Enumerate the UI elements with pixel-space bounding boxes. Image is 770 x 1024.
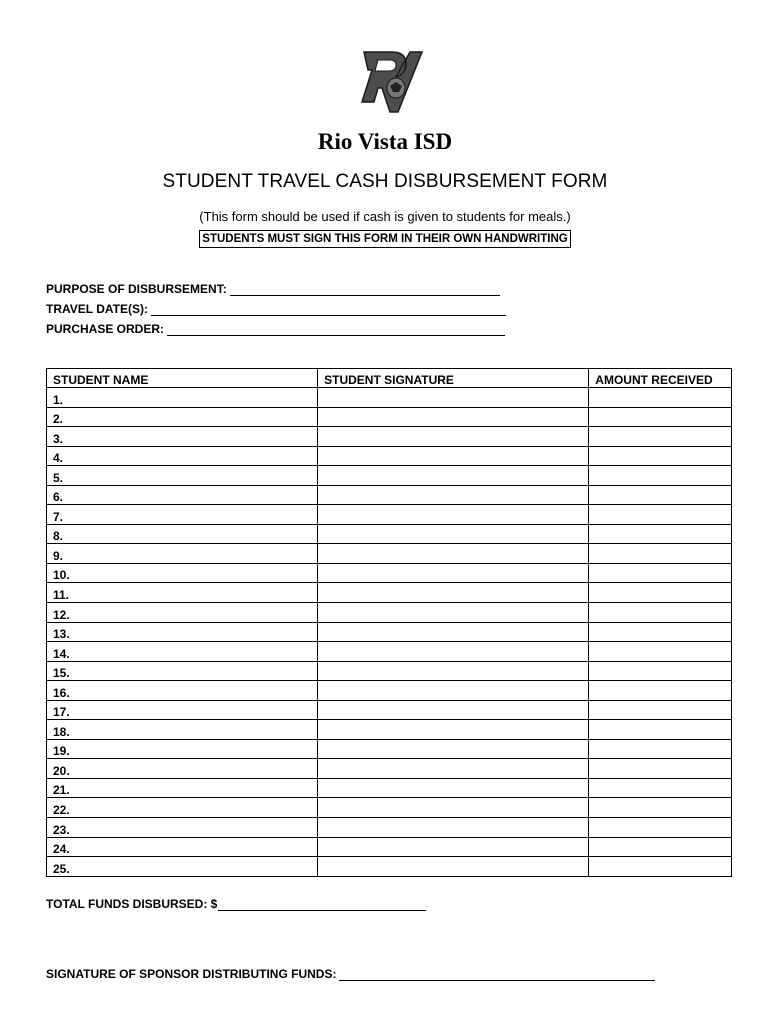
student-signature-cell[interactable] <box>318 603 589 623</box>
student-signature-cell[interactable] <box>318 505 589 525</box>
student-signature-cell[interactable] <box>318 720 589 740</box>
header-student-name: STUDENT NAME <box>47 369 318 388</box>
amount-received-cell[interactable] <box>589 700 732 720</box>
student-name-cell[interactable]: 19. <box>47 739 318 759</box>
signature-notice-wrapper <box>0 229 770 248</box>
student-name-cell[interactable]: 11. <box>47 583 318 603</box>
amount-received-cell[interactable] <box>589 563 732 583</box>
table-header-row <box>47 369 732 388</box>
student-signature-cell[interactable] <box>318 544 589 564</box>
student-signature-cell[interactable] <box>318 407 589 427</box>
student-name-cell[interactable]: 16. <box>47 681 318 701</box>
student-signature-cell[interactable] <box>318 427 589 447</box>
amount-received-cell[interactable] <box>589 739 732 759</box>
table-row <box>47 446 732 466</box>
student-signature-cell[interactable] <box>318 583 589 603</box>
amount-received-cell[interactable] <box>589 427 732 447</box>
student-name-cell[interactable]: 4. <box>47 446 318 466</box>
total-funds-blank[interactable] <box>218 898 426 911</box>
school-logo <box>356 44 424 114</box>
school-name: Rio Vista ISD <box>317 129 453 154</box>
amount-received-cell[interactable] <box>589 485 732 505</box>
total-funds-field <box>46 897 426 911</box>
student-name-cell[interactable]: 25. <box>47 857 318 877</box>
table-row <box>47 388 732 408</box>
table-row <box>47 739 732 759</box>
total-funds-label: TOTAL FUNDS DISBURSED: $ <box>46 897 218 911</box>
student-signature-cell[interactable] <box>318 642 589 662</box>
student-signature-cell[interactable] <box>318 446 589 466</box>
student-signature-cell[interactable] <box>318 818 589 838</box>
amount-received-cell[interactable] <box>589 798 732 818</box>
amount-received-cell[interactable] <box>589 681 732 701</box>
amount-received-cell[interactable] <box>589 837 732 857</box>
header-amount-received: AMOUNT RECEIVED <box>589 369 732 388</box>
amount-received-cell[interactable] <box>589 759 732 779</box>
table-row <box>47 818 732 838</box>
table-row <box>47 622 732 642</box>
table-row <box>47 681 732 701</box>
student-name-cell[interactable]: 6. <box>47 485 318 505</box>
purpose-label: PURPOSE OF DISBURSEMENT: <box>46 282 227 296</box>
purpose-blank[interactable] <box>230 283 500 296</box>
table-row <box>47 642 732 662</box>
student-signature-cell[interactable] <box>318 524 589 544</box>
table-row <box>47 661 732 681</box>
student-signature-cell[interactable] <box>318 661 589 681</box>
student-name-cell[interactable]: 2. <box>47 407 318 427</box>
student-signature-cell[interactable] <box>318 759 589 779</box>
student-signature-cell[interactable] <box>318 466 589 486</box>
usage-note: (This form should be used if cash is given to students for meals.) <box>199 209 571 224</box>
table-row <box>47 524 732 544</box>
amount-received-cell[interactable] <box>589 505 732 525</box>
table-row <box>47 427 732 447</box>
student-name-cell[interactable]: 17. <box>47 700 318 720</box>
amount-received-cell[interactable] <box>589 446 732 466</box>
amount-received-cell[interactable] <box>589 661 732 681</box>
table-row <box>47 778 732 798</box>
student-signature-cell[interactable] <box>318 388 589 408</box>
purchase-order-blank[interactable] <box>167 323 505 336</box>
table-row <box>47 563 732 583</box>
amount-received-cell[interactable] <box>589 466 732 486</box>
table-row <box>47 837 732 857</box>
table-row <box>47 466 732 486</box>
purpose-field <box>46 282 500 296</box>
student-name-cell[interactable]: 24. <box>47 837 318 857</box>
student-name-cell[interactable]: 22. <box>47 798 318 818</box>
student-name-cell[interactable]: 7. <box>47 505 318 525</box>
student-signature-cell[interactable] <box>318 700 589 720</box>
sponsor-signature-blank[interactable] <box>339 968 655 981</box>
amount-received-cell[interactable] <box>589 603 732 623</box>
table-row <box>47 407 732 427</box>
student-signature-cell[interactable] <box>318 778 589 798</box>
student-signature-cell[interactable] <box>318 563 589 583</box>
table-row <box>47 583 732 603</box>
table-row <box>47 720 732 740</box>
student-signature-cell[interactable] <box>318 681 589 701</box>
student-name-cell[interactable]: 21. <box>47 778 318 798</box>
student-signature-cell[interactable] <box>318 837 589 857</box>
student-signature-cell[interactable] <box>318 739 589 759</box>
table-row <box>47 857 732 877</box>
student-roster-table <box>46 368 732 877</box>
purchase-order-field <box>46 322 505 336</box>
student-signature-cell[interactable] <box>318 798 589 818</box>
header-student-signature: STUDENT SIGNATURE <box>318 369 589 388</box>
amount-received-cell[interactable] <box>589 622 732 642</box>
student-name-cell[interactable]: 18. <box>47 720 318 740</box>
student-name-cell[interactable]: 20. <box>47 759 318 779</box>
student-signature-cell[interactable] <box>318 857 589 877</box>
amount-received-cell[interactable] <box>589 388 732 408</box>
student-signature-cell[interactable] <box>318 622 589 642</box>
table-row <box>47 485 732 505</box>
travel-dates-label: TRAVEL DATE(S): <box>46 302 148 316</box>
student-name-cell[interactable]: 12. <box>47 603 318 623</box>
amount-received-cell[interactable] <box>589 524 732 544</box>
student-name-cell[interactable]: 9. <box>47 544 318 564</box>
student-name-cell[interactable]: 5. <box>47 466 318 486</box>
table-row <box>47 700 732 720</box>
table-row <box>47 603 732 623</box>
student-name-cell[interactable]: 10. <box>47 563 318 583</box>
student-name-cell[interactable]: 13. <box>47 622 318 642</box>
amount-received-cell[interactable] <box>589 642 732 662</box>
sponsor-signature-field <box>46 967 655 981</box>
travel-dates-blank[interactable] <box>151 303 506 316</box>
travel-dates-field <box>46 302 506 316</box>
sponsor-signature-label: SIGNATURE OF SPONSOR DISTRIBUTING FUNDS: <box>46 967 337 981</box>
amount-received-cell[interactable] <box>589 818 732 838</box>
table-row <box>47 798 732 818</box>
student-name-cell[interactable]: 8. <box>47 524 318 544</box>
table-row <box>47 544 732 564</box>
student-name-cell[interactable]: 23. <box>47 818 318 838</box>
student-name-cell[interactable]: 3. <box>47 427 318 447</box>
student-name-cell[interactable]: 1. <box>47 388 318 408</box>
amount-received-cell[interactable] <box>589 583 732 603</box>
amount-received-cell[interactable] <box>589 407 732 427</box>
purchase-order-label: PURCHASE ORDER: <box>46 322 165 336</box>
table-row <box>47 505 732 525</box>
student-name-cell[interactable]: 14. <box>47 642 318 662</box>
student-name-cell[interactable]: 15. <box>47 661 318 681</box>
amount-received-cell[interactable] <box>589 544 732 564</box>
amount-received-cell[interactable] <box>589 720 732 740</box>
table-row <box>47 759 732 779</box>
student-signature-cell[interactable] <box>318 485 589 505</box>
form-title: STUDENT TRAVEL CASH DISBURSEMENT FORM <box>162 171 608 192</box>
amount-received-cell[interactable] <box>589 778 732 798</box>
signature-notice: STUDENTS MUST SIGN THIS FORM IN THEIR OWN HANDWRITING <box>199 230 570 248</box>
amount-received-cell[interactable] <box>589 857 732 877</box>
